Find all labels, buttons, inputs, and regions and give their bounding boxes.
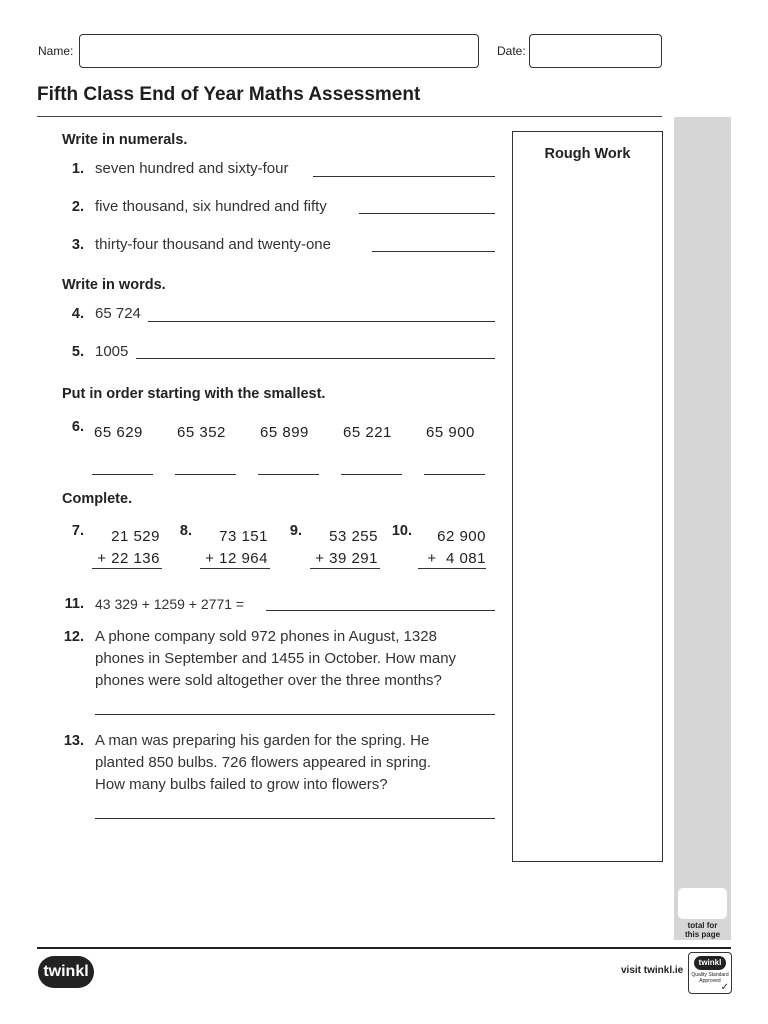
q6-answer-line[interactable] <box>424 474 485 475</box>
q13-line: planted 850 bulbs. 726 flowers appeared in spring. <box>95 754 432 771</box>
q12-answer-line[interactable] <box>95 714 495 715</box>
q8-number: 8. <box>179 523 192 539</box>
q9-addend-top: 53 255 <box>329 528 378 545</box>
q8-addend-bottom: + 12 964 <box>205 550 268 567</box>
rough-work-box[interactable] <box>512 131 663 862</box>
name-label: Name: <box>38 44 74 58</box>
q3-answer-line[interactable] <box>372 251 495 252</box>
q5-text: 1005 <box>95 343 129 360</box>
q9-number: 9. <box>289 523 302 539</box>
q8-addend-top: 73 151 <box>219 528 268 545</box>
marks-sidebar <box>674 117 731 940</box>
q3-text: thirty-four thousand and twenty-one <box>95 236 331 253</box>
badge-line1: Quality Standard <box>691 972 729 978</box>
q9-addend-bottom: + 39 291 <box>315 550 378 567</box>
q1-answer-line[interactable] <box>313 176 495 177</box>
total-label-line1: total for <box>687 921 718 930</box>
q6-answer-line[interactable] <box>341 474 402 475</box>
q6-answer-line[interactable] <box>92 474 153 475</box>
q9-sum-line <box>310 568 380 569</box>
q6-answer-line[interactable] <box>258 474 319 475</box>
visit-link[interactable]: visit twinkl.ie <box>621 965 684 976</box>
quality-badge <box>688 952 732 994</box>
q12-line: phones were sold altogether over the three months? <box>95 672 442 689</box>
q13-text <box>95 730 495 796</box>
q6-value: 65 900 <box>426 424 475 441</box>
q2-answer-line[interactable] <box>359 213 495 214</box>
q12-line: A phone company sold 972 phones in August, 1328 <box>95 628 437 645</box>
q7-number: 7. <box>71 523 84 539</box>
q1-text: seven hundred and sixty-four <box>95 160 289 177</box>
q1-number: 1. <box>71 161 84 177</box>
section-words: Write in words. <box>62 277 166 293</box>
q6-number: 6. <box>71 419 84 435</box>
q6-value: 65 221 <box>343 424 392 441</box>
q12-number: 12. <box>63 629 84 645</box>
q2-text: five thousand, six hundred and fifty <box>95 198 327 215</box>
q8-sum-line <box>200 568 270 569</box>
q13-line: How many bulbs failed to grow into flowers? <box>95 776 388 793</box>
q4-number: 4. <box>71 306 84 322</box>
section-numerals: Write in numerals. <box>62 132 188 148</box>
rough-work-label: Rough Work <box>544 146 631 162</box>
q6-value: 65 352 <box>177 424 226 441</box>
section-complete: Complete. <box>62 491 133 507</box>
footer-divider <box>37 947 731 949</box>
q2-number: 2. <box>71 199 84 215</box>
q5-answer-line[interactable] <box>136 358 495 359</box>
title-divider <box>37 116 662 117</box>
q6-answer-line[interactable] <box>175 474 236 475</box>
q12-text <box>95 626 495 692</box>
q11-answer-line[interactable] <box>266 610 495 611</box>
badge-line2: Approved <box>699 978 721 984</box>
q11-number: 11. <box>64 596 84 612</box>
q13-number: 13. <box>63 733 84 749</box>
section-order: Put in order starting with the smallest. <box>62 386 326 402</box>
q5-number: 5. <box>71 344 84 360</box>
total-label-line2: this page <box>684 930 721 939</box>
date-field[interactable] <box>529 34 662 68</box>
date-label: Date: <box>497 44 526 58</box>
q4-answer-line[interactable] <box>148 321 495 322</box>
q6-value: 65 899 <box>260 424 309 441</box>
q10-addend-bottom: + 4 081 <box>427 550 486 567</box>
q4-text: 65 724 <box>95 305 141 322</box>
q6-value: 65 629 <box>94 424 143 441</box>
name-field[interactable] <box>79 34 479 68</box>
q3-number: 3. <box>71 237 84 253</box>
badge-logo: twinkl <box>694 956 726 970</box>
q10-sum-line <box>418 568 486 569</box>
q13-line: A man was preparing his garden for the spring. He <box>95 732 430 749</box>
total-box[interactable] <box>678 888 727 919</box>
q7-addend-bottom: + 22 136 <box>97 550 160 567</box>
total-label <box>674 921 731 939</box>
q7-sum-line <box>92 568 162 569</box>
q12-line: phones in September and 1455 in October. How many <box>95 650 457 667</box>
page-title: Fifth Class End of Year Maths Assessment <box>37 84 421 105</box>
q7-addend-top: 21 529 <box>111 528 160 545</box>
check-icon: ✓ <box>720 982 729 993</box>
q13-answer-line[interactable] <box>95 818 495 819</box>
q10-addend-top: 62 900 <box>437 528 486 545</box>
q11-text: 43 329 + 1259 + 2771 = <box>95 596 245 612</box>
twinkl-logo[interactable]: twinkl <box>38 956 94 988</box>
q10-number: 10. <box>391 523 412 539</box>
